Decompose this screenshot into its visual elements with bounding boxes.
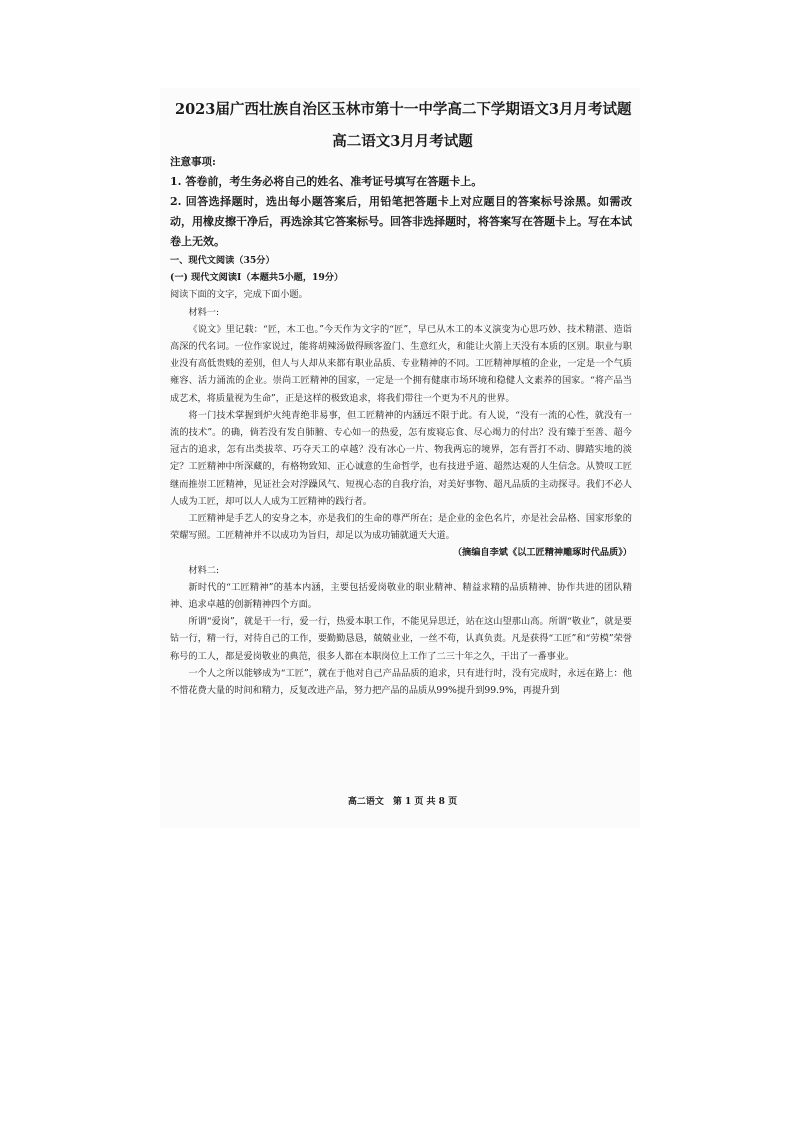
material-paragraph: 所谓“爱岗”，就是干一行，爱一行，热爱本职工作，不能见异思迁，站在这山望那山高。所谓“敬业”，就是要钻一行，精一行，对待自己的工作，要勤勤恳恳，兢兢业业，一丝不苟，认真负责。凡是获得“工匠”和“劳模”荣誉称号的工人，都是爱岗敬业的典范，很多人都在本职岗位上工作了二三十年之久，干出了一番事业。 xyxy=(170,616,632,662)
reading-instruction: 阅读下面的文字，完成下面小题。 xyxy=(170,289,308,301)
material-paragraph: 工匠精神是手艺人的安身之本，亦是我们的生命的尊严所在；是企业的金色名片，亦是社会品格、国家形象的荣耀写照。工匠精神并不以成功为旨归，却足以为成功铺就通天大道。 xyxy=(170,513,632,542)
exam-subtitle: 高二语文3月月考试题 xyxy=(332,133,473,150)
material-paragraph: 《说文》里记载：“匠，木工也。”今天作为文字的“匠”，早已从木工的本义演变为心思巧妙、技术精湛、造诣高深的代名词。一位作家说过，能将胡辣汤做得顾客盈门、生意红火，和能让火箭上天没有本质的区别。职业与职业没有高低贵贱的差别，但人与人却从来都有职业品质、专业精神的不同。工匠精神厚植的企业，一定是一个气质雍容、活力涌流的企业。崇尚工匠精神的国家，一定是一个拥有健康市场环境和稳健人文素养的国家。“将产品当成艺术，将质量视为生命”，正是这样的极致追求，将我们带往一个更为不凡的世界。 xyxy=(170,323,632,404)
section-heading: 一、现代文阅读（35分） xyxy=(170,255,275,266)
material-one-source: （摘编自李斌《以工匠精神雕琢时代品质》） xyxy=(452,547,632,559)
document-title: 2023届广西壮族自治区玉林市第十一中学高二下学期语文3月月考试题 xyxy=(175,101,632,118)
page-footer: 高二语文 第 1 页 共 8 页 xyxy=(347,797,458,807)
material-one-label: 材料一: xyxy=(188,306,220,318)
material-paragraph: 新时代的“工匠精神”的基本内涵，主要包括爱岗敬业的职业精神、精益求精的品质精神、协作共进的团队精神、追求卓越的创新精神四个方面。 xyxy=(170,581,632,611)
material-paragraph: 将一门技术掌握到炉火纯青绝非易事，但工匠精神的内涵远不限于此。有人说，“没有一流的心性，就没有一流的技术”。的确，倘若没有发自肺腑、专心如一的热爱，怎有废寝忘食、尽心竭力的付出？没有臻于至善、超今冠古的追求，怎有出类拔萃、巧夺天工的卓越？没有冰心一片、物我两忘的境界，怎有晋打不动、脚踏实地的淡定？工匠精神中所深藏的，有格物致知、正心诚意的生命哲学，也有技进乎道、超然达观的人生信念。从赞叹工匠继而推崇工匠精神，见证社会对浮躁风气、短视心态的自我疗治，对美好事物、超凡品质的主动探寻。我们不必人人成为工匠，却可以人人成为工匠精神的践行者。 xyxy=(170,409,632,507)
note-item: 2. 回答选择题时，选出每小题答案后，用铅笔把答题卡上对应题目的答案标号涂黑。如需改动，用橡皮擦干净后，再选涂其它答案标号。回答非选择题时，将答案写在答题卡上。写在本试卷上无效。 xyxy=(170,195,632,248)
subsection-heading: (一) 现代文阅读Ⅰ（本题共5小题，19分） xyxy=(170,272,344,284)
material-two-label: 材料二: xyxy=(188,564,220,576)
material-paragraph: 一个人之所以能够成为“工匠”，就在于他对自己产品品质的追求，只有进行时，没有完成时，永远在路上：他不惜花费大量的时间和精力，反复改进产品，努力把产品的品质从99%提升到99.9%，再提升到 xyxy=(170,667,632,697)
note-item: 1. 答卷前，考生务必将自己的姓名、准考证号填写在答题卡上。 xyxy=(170,175,483,188)
document-body xyxy=(170,152,632,699)
notes-heading: 注意事项: xyxy=(170,156,216,168)
